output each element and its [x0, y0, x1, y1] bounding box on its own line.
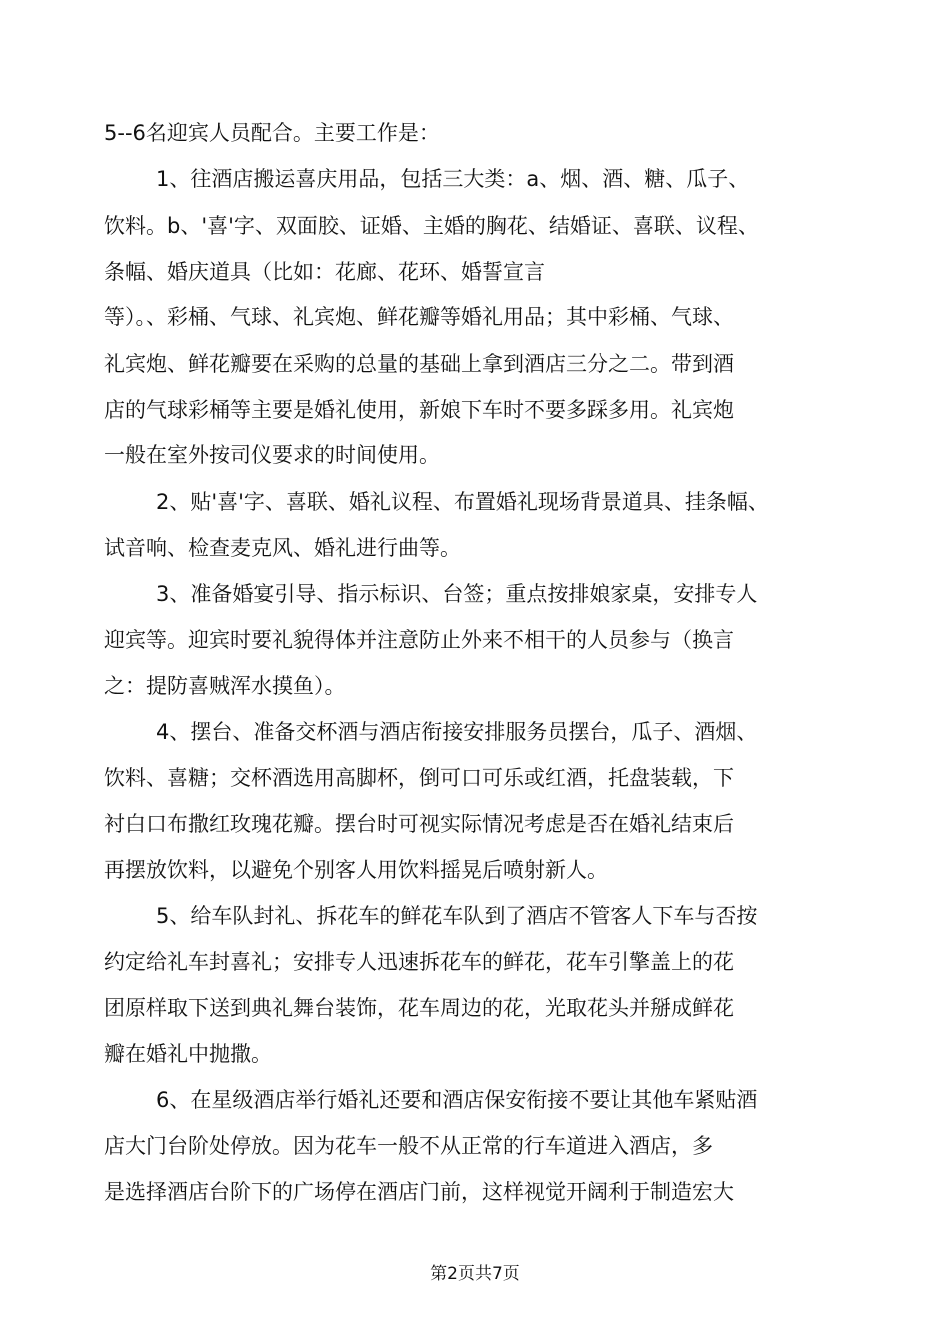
- text-line: 条幅、婚庆道具（比如：花廊、花环、婚誓宣言: [104, 260, 545, 284]
- text-line: 约定给礼车封喜礼；安排专人迅速拆花车的鲜花，花车引擎盖上的花: [104, 950, 734, 974]
- text-line: 礼宾炮、鲜花瓣要在采购的总量的基础上拿到酒店三分之二。带到酒: [104, 352, 734, 376]
- text-line: 5、给车队封礼、拆花车的鲜花车队到了酒店不管客人下车与否按: [156, 904, 758, 928]
- text-line: 5--6名迎宾人员配合。主要工作是：: [104, 121, 440, 145]
- text-line: 衬白口布撒红玫瑰花瓣。摆台时可视实际情况考虑是否在婚礼结束后: [104, 812, 734, 836]
- text-line: 团原样取下送到典礼舞台装饰，花车周边的花，光取花头并掰成鲜花: [104, 996, 734, 1020]
- text-line: 是选择酒店台阶下的广场停在酒店门前，这样视觉开阔利于制造宏大: [104, 1180, 734, 1204]
- text-line: 饮料。b、'喜'字、双面胶、证婚、主婚的胸花、结婚证、喜联、议程、: [104, 214, 759, 238]
- text-line: 迎宾等。迎宾时要礼貌得体并注意防止外来不相干的人员参与（换言: [104, 628, 734, 652]
- text-line: 店的气球彩桶等主要是婚礼使用，新娘下车时不要多踩多用。礼宾炮: [104, 398, 734, 422]
- text-line: 之：提防喜贼浑水摸鱼）。: [104, 674, 346, 698]
- text-line: 一般在室外按司仪要求的时间使用。: [104, 443, 440, 467]
- text-line: 瓣在婚礼中抛撒。: [104, 1042, 272, 1066]
- text-line: 2、贴'喜'字、喜联、婚礼议程、布置婚礼现场背景道具、挂条幅、: [156, 490, 769, 514]
- text-line: 店大门台阶处停放。因为花车一般不从正常的行车道进入酒店，多: [104, 1134, 713, 1158]
- text-line: 6、在星级酒店举行婚礼还要和酒店保安衔接不要让其他车紧贴酒: [156, 1088, 758, 1112]
- text-line: 试音响、检查麦克风、婚礼进行曲等。: [104, 536, 461, 560]
- text-line: 1、往酒店搬运喜庆用品，包括三大类：a、烟、酒、糖、瓜子、: [156, 167, 750, 191]
- text-line: 3、准备婚宴引导、指示标识、台签；重点按排娘家桌，安排专人: [156, 582, 758, 606]
- text-line: 4、摆台、准备交杯酒与酒店衔接安排服务员摆台，瓜子、酒烟、: [156, 720, 758, 744]
- page-number-footer: 第2页共7页: [430, 1264, 520, 1284]
- text-line: 等）。、彩桶、气球、礼宾炮、鲜花瓣等婚礼用品；其中彩桶、气球、: [104, 305, 734, 329]
- text-line: 再摆放饮料，以避免个别客人用饮料摇晃后喷射新人。: [104, 858, 608, 882]
- text-line: 饮料、喜糖；交杯酒选用高脚杯，倒可口可乐或红酒，托盘装载，下: [104, 766, 734, 790]
